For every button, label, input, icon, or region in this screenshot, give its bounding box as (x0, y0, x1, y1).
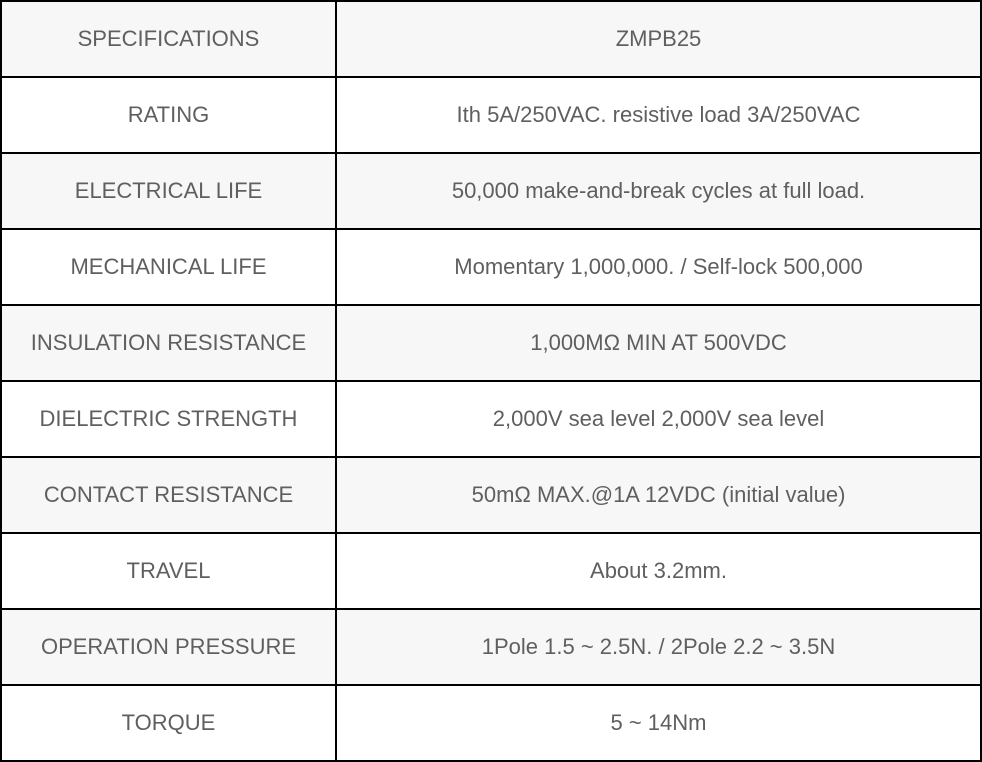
spec-label: SPECIFICATIONS (1, 1, 336, 77)
table-row (1, 77, 981, 153)
spec-label: ELECTRICAL LIFE (1, 153, 336, 229)
table-row (1, 1, 981, 77)
spec-label: TORQUE (1, 685, 336, 761)
spec-value: 5 ~ 14Nm (336, 685, 981, 761)
spec-value: 50mΩ MAX.@1A 12VDC (initial value) (336, 457, 981, 533)
spec-value: Ith 5A/250VAC. resistive load 3A/250VAC (336, 77, 981, 153)
table-row (1, 457, 981, 533)
table-row (1, 229, 981, 305)
spec-value: 2,000V sea level 2,000V sea level (336, 381, 981, 457)
spec-label: RATING (1, 77, 336, 153)
table-row (1, 685, 981, 761)
table-row (1, 305, 981, 381)
table-row (1, 609, 981, 685)
spec-value: Momentary 1,000,000. / Self-lock 500,000 (336, 229, 981, 305)
spec-label: MECHANICAL LIFE (1, 229, 336, 305)
spec-value: 50,000 make-and-break cycles at full load. (336, 153, 981, 229)
spec-value: ZMPB25 (336, 1, 981, 77)
table-row (1, 381, 981, 457)
spec-label: TRAVEL (1, 533, 336, 609)
spec-value: 1Pole 1.5 ~ 2.5N. / 2Pole 2.2 ~ 3.5N (336, 609, 981, 685)
table-row (1, 533, 981, 609)
spec-label: CONTACT RESISTANCE (1, 457, 336, 533)
spec-value: About 3.2mm. (336, 533, 981, 609)
table-row (1, 153, 981, 229)
spec-label: OPERATION PRESSURE (1, 609, 336, 685)
spec-label: INSULATION RESISTANCE (1, 305, 336, 381)
spec-value: 1,000MΩ MIN AT 500VDC (336, 305, 981, 381)
spec-label: DIELECTRIC STRENGTH (1, 381, 336, 457)
